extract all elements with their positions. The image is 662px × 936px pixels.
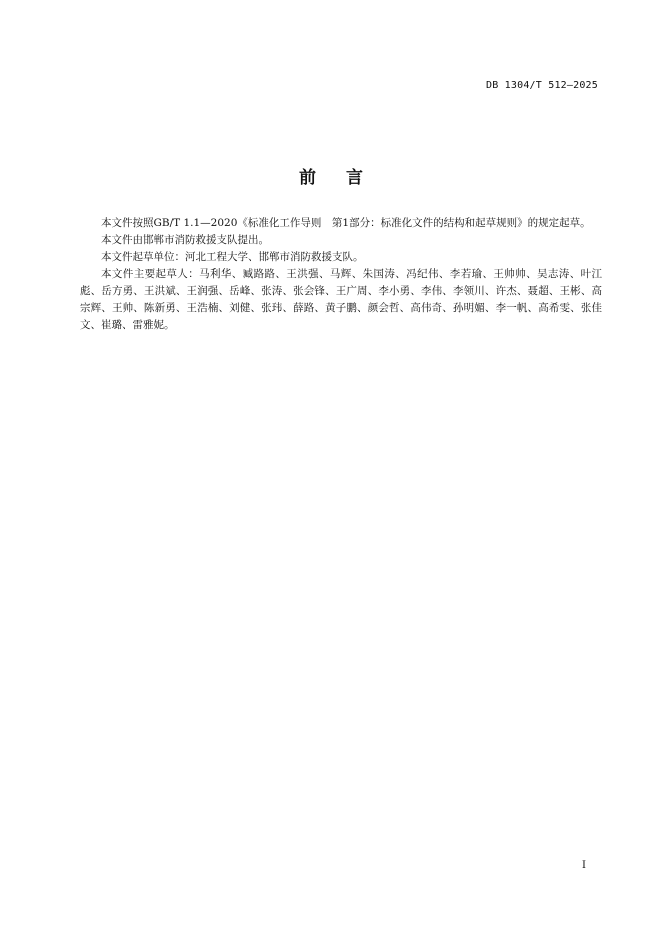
page-title	[0, 163, 662, 188]
paragraph-proposer: 本文件由邯郸市消防救援支队提出。	[101, 234, 269, 246]
page-number: I	[582, 860, 586, 871]
title-char-2: 言	[346, 168, 363, 188]
title-char-1: 前	[299, 168, 316, 188]
paragraph-drafters: 本文件主要起草人：马利华、臧路路、王洪强、马辉、朱国涛、冯纪伟、李若瑜、王帅帅、吴志涛、叶江彪、岳方勇、王洪斌、王润强、岳峰、张涛、张会锋、王广周、李小勇、李伟、李领川、许杰、聂超、王彬、高宗辉、王帅、陈新勇、王浩楠、刘健、张玮、薛路、黄子鹏、颜会哲、高伟奇、孙明媚、李一帆、高希雯、张佳文、崔璐、雷雅妮。	[80, 268, 602, 331]
paragraph-drafting-units: 本文件起草单位：河北工程大学、邯郸市消防救援支队。	[101, 251, 364, 263]
document-code: DB 1304/T 512—2025	[486, 80, 598, 91]
body-text	[80, 215, 602, 334]
paragraph-drafting-basis: 本文件按照GB/T 1.1—2020《标准化工作导则 第1部分：标准化文件的结构和起草规则》的规定起草。	[101, 217, 591, 229]
